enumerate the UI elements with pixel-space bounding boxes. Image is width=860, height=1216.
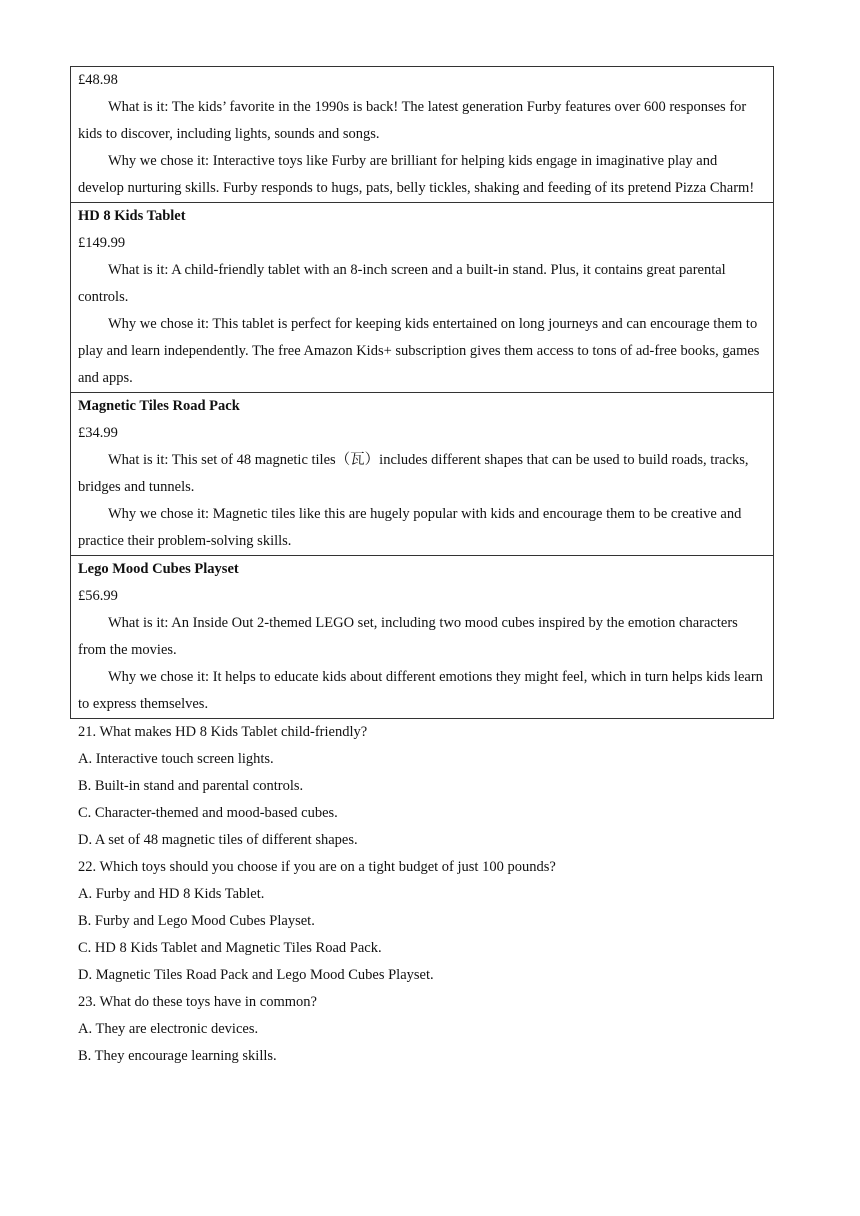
question-option: B. They encourage learning skills. bbox=[78, 1048, 277, 1064]
product-cell bbox=[71, 67, 774, 203]
question-option: C. HD 8 Kids Tablet and Magnetic Tiles Road Pack. bbox=[78, 940, 382, 956]
product-what-is-it: What is it: A child-friendly tablet with an 8-inch screen and a built-in stand. Plus, it contains great parental controls. bbox=[78, 262, 726, 305]
product-price: £34.99 bbox=[78, 425, 118, 441]
question-stem: 21. What makes HD 8 Kids Tablet child-friendly? bbox=[78, 724, 368, 740]
product-why-chose: Why we chose it: Magnetic tiles like this are hugely popular with kids and encourage them to be creative and practice their problem-solving skills. bbox=[78, 506, 742, 549]
question-option: C. Character-themed and mood-based cubes. bbox=[78, 805, 338, 821]
product-cell bbox=[71, 203, 774, 393]
product-name: Magnetic Tiles Road Pack bbox=[78, 398, 240, 414]
product-name: Lego Mood Cubes Playset bbox=[78, 561, 239, 577]
document-page bbox=[70, 66, 774, 1070]
product-price: £48.98 bbox=[78, 72, 118, 88]
question-stem: 23. What do these toys have in common? bbox=[78, 994, 317, 1010]
question-option: A. Interactive touch screen lights. bbox=[78, 751, 274, 767]
product-why-chose: Why we chose it: Interactive toys like Furby are brilliant for helping kids engage in imaginative play and develop nurturing skills. Furby responds to hugs, pats, belly tickles, shaking and feeding of its pretend Pizza Charm! bbox=[78, 153, 755, 196]
question-section bbox=[70, 719, 774, 1070]
question-stem: 22. Which toys should you choose if you are on a tight budget of just 100 pounds? bbox=[78, 859, 556, 875]
question-option: D. A set of 48 magnetic tiles of different shapes. bbox=[78, 832, 358, 848]
product-why-chose: Why we chose it: It helps to educate kids about different emotions they might feel, which in turn helps kids learn to express themselves. bbox=[78, 669, 763, 712]
product-cell bbox=[71, 393, 774, 556]
product-row-magnetic-tiles bbox=[71, 393, 774, 556]
product-row-lego bbox=[71, 556, 774, 719]
product-name: HD 8 Kids Tablet bbox=[78, 208, 186, 224]
product-row-furby bbox=[71, 67, 774, 203]
product-what-is-it: What is it: This set of 48 magnetic tiles（瓦）includes different shapes that can be used to build roads, tracks, bridges and tunnels. bbox=[78, 452, 749, 495]
question-option: A. They are electronic devices. bbox=[78, 1021, 259, 1037]
product-price: £56.99 bbox=[78, 588, 118, 604]
question-option: B. Furby and Lego Mood Cubes Playset. bbox=[78, 913, 315, 929]
product-row-tablet bbox=[71, 203, 774, 393]
product-price: £149.99 bbox=[78, 235, 126, 251]
question-option: D. Magnetic Tiles Road Pack and Lego Mood Cubes Playset. bbox=[78, 967, 434, 983]
product-cell bbox=[71, 556, 774, 719]
question-option: B. Built-in stand and parental controls. bbox=[78, 778, 304, 794]
product-why-chose: Why we chose it: This tablet is perfect for keeping kids entertained on long journeys and can encourage them to play and learn independently. The free Amazon Kids+ subscription gives them access to tons of ad-free books, games and apps. bbox=[78, 316, 760, 386]
question-option: A. Furby and HD 8 Kids Tablet. bbox=[78, 886, 265, 902]
product-what-is-it: What is it: An Inside Out 2-themed LEGO set, including two mood cubes inspired by the emotion characters from the movies. bbox=[78, 615, 738, 658]
product-what-is-it: What is it: The kids’ favorite in the 1990s is back! The latest generation Furby features over 600 responses for kids to discover, including lights, sounds and songs. bbox=[78, 99, 747, 142]
product-table bbox=[70, 66, 774, 719]
